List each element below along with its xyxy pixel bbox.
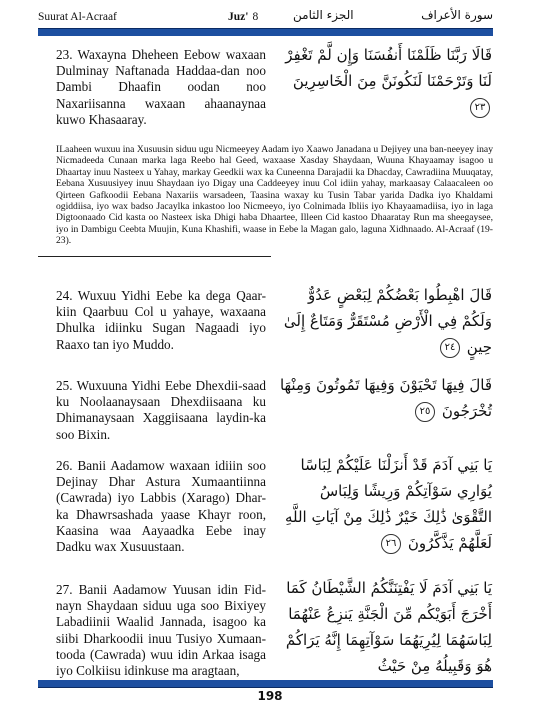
juz-label: Juz' [228, 11, 249, 23]
page-number: 198 [257, 689, 283, 703]
verse-marker: ٢٤ [440, 338, 460, 358]
verse-23-arabic [277, 42, 492, 120]
verse-27-arabic-text: يَا بَنِي آدَمَ لَا يَفْتِنَنَّكُمُ الشَّيْطَانُ كَمَا أَخْرَجَ أَبَوَيْكُم مِّنَ الْجَنَّةِ يَنزِعُ عَنْهُمَا لِبَاسَهُمَا لِيُرِيَهُمَا سَوْآتِهِمَا إِنَّهُ يَرَاكُمْ هُوَ وَقَبِيلُهُ مِنْ حَيْثُ [285, 579, 492, 675]
verse-23-somali: 23. Waxayna Dheheen Eebow waxaan Dulminay Naftanada Haddaa-dan noo Dambi Dhaafin oodan noo Naxariisanna waxaan ahaanaynaa kuwo Khasaaray. [56, 47, 266, 127]
arabic-sura-name: سورة الأعراف [421, 8, 493, 22]
juz-indicator [228, 11, 258, 23]
verse-26-arabic [277, 452, 492, 556]
verse-24-arabic-text: قَالَ اهْبِطُوا بَعْضُكُمْ لِبَعْضٍ عَدُوٌّ وَلَكُمْ فِي الْأَرْضِ مُسْتَقَرٌّ وَمَتَاعٌ إِلَىٰ حِينٍ [283, 286, 492, 356]
verse-marker: ٢٣ [470, 98, 490, 118]
verse-26-arabic-text: يَا بَنِي آدَمَ قَدْ أَنزَلْنَا عَلَيْكُمْ لِبَاسًا يُوَارِي سَوْآتِكُمْ وَرِيشًا وَلِبَاسُ التَّقْوَىٰ ذَٰلِكَ خَيْرٌ ذَٰلِكَ مِنْ آيَاتِ اللَّهِ لَعَلَّهُمْ يَذَّكَّرُونَ [284, 456, 492, 552]
verse-27-somali: 27. Banii Aadamow Yuusan idin Fid-nayn Shaydaan siduu uga soo Bixiyey Labadiinii Waalid Jannada, isagoo ka siibi Dharkoodii inuu Tusiyo Xumaan-tooda (Cawrada) wuu idin Arkaa isaga iyo Colkiisu idinkuse ma aragtaan, [56, 582, 266, 679]
verse-23-arabic-text: قَالَا رَبَّنَا ظَلَمْنَا أَنفُسَنَا وَإِن لَّمْ تَغْفِرْ لَنَا وَتَرْحَمْنَا لَنَكُونَنَّ مِنَ الْخَاسِرِينَ [285, 46, 492, 90]
summary-paragraph: ILaaheen wuxuu ina Xusuusin siduu ugu Nicmeeyey Aadam iyo Xaawo Janadana u Dejiyey una ban-neeyey inay Nicmadeeda Cunaan marka laga Reebo hal Geed, waxaase Xasday Shaydaan, Wuuna Khayaamay isagoo u Dhaartay inuu Nasteex u Yahay, markay Geedkii wax ka Cuneenna Darajadii ka Dhacday, Cawradiina Muuqatay, Eebana Xusuusiyey inuu Shaydaan iyo Digay una Caddeeyey inuu Col idiin yahay, markaasay Calaacaleen oo Qirteen Gafkoodii Eebana Naxariis warsadeen, Taasina waxay ku Tusin Tabar yarida Dadka iyo Khaldami ogiddiisa, iyo wax badso Jacaylka inkastoo loo Nicmeeyo, iyo Colnimada Ibliis iyo Khayaamadiisa, iyo in laga Digtoonaado Cid kasta oo Nasteex iska Dhigi haba Dhaartee, Illeen Cid kastoo Dhaaratay Run ma sheegaysee, iyo in Dambigu Ceebta Muujin, Kuna Khashifi, waase in Eebe la Magan galo, laguna Xidhnaado. Al-Acraaf (19-23). [56, 144, 493, 247]
verse-marker: ٢٦ [381, 534, 401, 554]
header-bar [38, 28, 493, 36]
verse-24-somali: 24. Wuxuu Yidhi Eebe ka dega Qaar-kiin Qaarbuu Col u yahaye, waxaana Dhulka idiinku Sugan Nagaadi iyo Raaxo tan iyo Muddo. [56, 288, 266, 352]
sura-name: Suurat Al-Acraaf [38, 11, 117, 23]
verse-25-arabic-text: قَالَ فِيهَا تَحْيَوْنَ وَفِيهَا تَمُوتُونَ وَمِنْهَا تُخْرَجُونَ [279, 376, 492, 420]
arabic-juz-label: الجزء الثامن [293, 8, 354, 22]
verse-26-somali: 26. Banii Aadamow waxaan idiiin soo Dejinay Dhar Astura Xumaantiinna (Cawrada) iyo Labbis (Xarago) Dhar-ka Dhawrsashada yaase Khayr roon, Kaasina waa Aayaadka Eebe inay Dadku wax Xusuustaan. [56, 458, 266, 555]
verse-24-arabic [277, 282, 492, 360]
footer-bar [38, 680, 493, 688]
verse-25-somali: 25. Wuxuuna Yidhi Eebe Dhexdii-saad ku Noolaanaysaan Dhexdiisaana ku Dhimanaysaan Xaggiisaana laydin-ka soo Bixin. [56, 378, 266, 442]
verse-marker: ٢٥ [415, 402, 435, 422]
verse-27-arabic [277, 575, 492, 679]
section-divider [38, 256, 271, 257]
page-header [38, 6, 493, 26]
verse-25-arabic [277, 372, 492, 424]
juz-number: 8 [252, 11, 259, 23]
